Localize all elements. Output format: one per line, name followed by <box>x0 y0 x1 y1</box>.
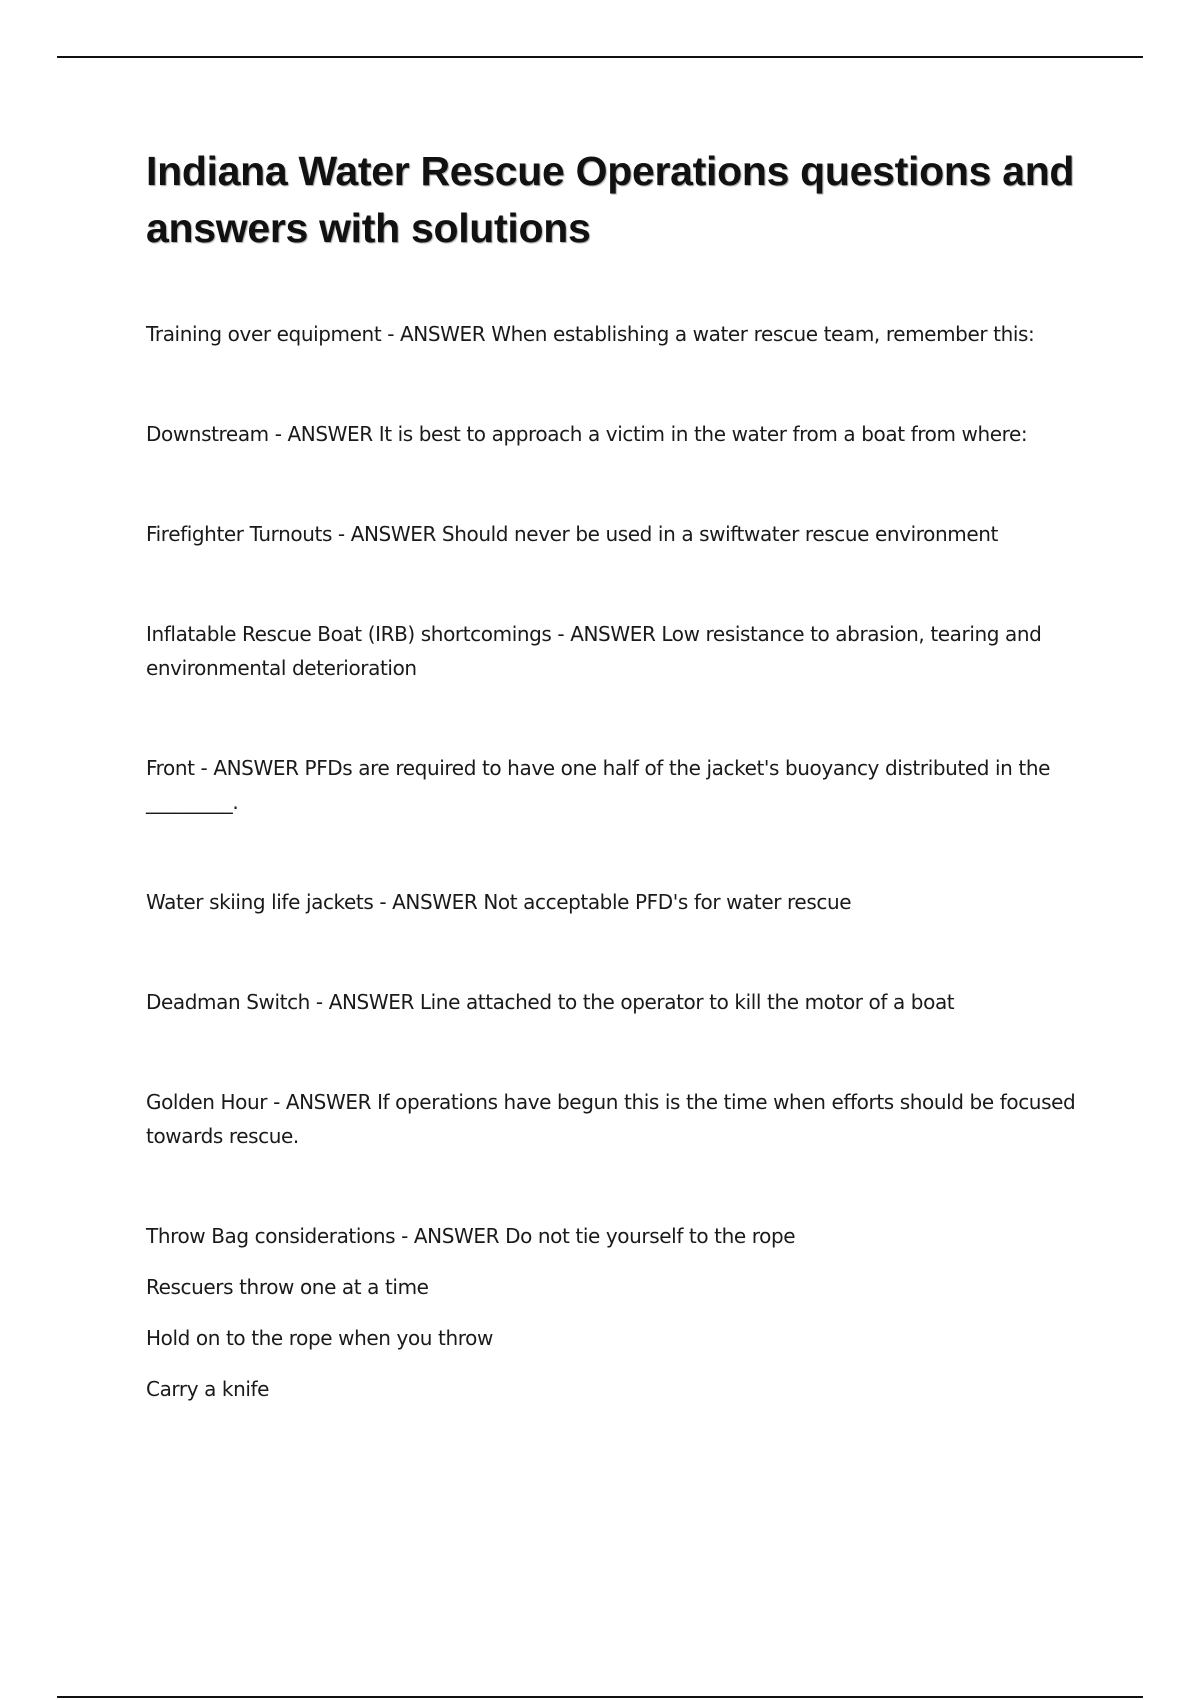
qa-definition: Line attached to the operator to kill the motor of a boat <box>419 990 955 1014</box>
qa-extra-line: Carry a knife <box>146 1377 270 1401</box>
answer-marker: ANSWER <box>287 422 373 446</box>
answer-marker: ANSWER <box>570 622 656 646</box>
qa-extra-line: Rescuers throw one at a time <box>146 1275 429 1299</box>
qa-term: Inflatable Rescue Boat (IRB) shortcomings <box>146 622 552 646</box>
qa-term: Water skiing life jackets <box>146 890 374 914</box>
bottom-rule <box>57 1696 1143 1698</box>
answer-marker: ANSWER <box>213 756 299 780</box>
qa-item: Inflatable Rescue Boat (IRB) shortcomings - ANSWER Low resistance to abrasion, tearing and environmental deterioration <box>146 622 1042 680</box>
qa-term: Deadman Switch <box>146 990 310 1014</box>
qa-item: Golden Hour - ANSWER If operations have begun this is the time when efforts should be focused towards rescue. <box>146 1090 1076 1148</box>
document-title: Indiana Water Rescue Operations questions and answers with solutions <box>146 148 1075 251</box>
qa-term: Firefighter Turnouts <box>146 522 332 546</box>
qa-term: Golden Hour <box>146 1090 268 1114</box>
answer-marker: ANSWER <box>285 1090 372 1114</box>
qa-term: Training over equipment <box>146 322 382 346</box>
qa-definition: Should never be used in a swiftwater rescue environment <box>441 522 998 546</box>
answer-marker: ANSWER <box>392 890 478 914</box>
qa-item: Firefighter Turnouts - ANSWER Should never be used in a swiftwater rescue environment <box>146 522 998 546</box>
document-body <box>146 143 1086 1472</box>
answer-marker: ANSWER <box>350 522 436 546</box>
qa-term: Throw Bag considerations <box>146 1224 396 1248</box>
qa-item: Front - ANSWER PFDs are required to have one half of the jacket's buoyancy distributed in the _________. <box>146 756 1051 814</box>
qa-definition: PFDs are required to have one half of the jacket's buoyancy distributed in the _________. <box>146 756 1051 814</box>
answer-marker: ANSWER <box>328 990 414 1014</box>
qa-term: Downstream <box>146 422 269 446</box>
qa-item: Water skiing life jackets - ANSWER Not acceptable PFD's for water rescue <box>146 890 852 914</box>
qa-item: Training over equipment - ANSWER When establishing a water rescue team, remember this: <box>146 322 1035 346</box>
qa-term: Front <box>146 756 195 780</box>
qa-definition: Not acceptable PFD's for water rescue <box>483 890 852 914</box>
qa-item: Throw Bag considerations - ANSWER Do not tie yourself to the rope Rescuers throw one at a time Hold on to the rope when you throw Carry a knife <box>146 1219 1086 1406</box>
qa-definition: When establishing a water rescue team, remember this: <box>491 322 1035 346</box>
qa-definition: It is best to approach a victim in the water from a boat from where: <box>378 422 1028 446</box>
qa-item: Downstream - ANSWER It is best to approach a victim in the water from a boat from where: <box>146 422 1028 446</box>
qa-item: Deadman Switch - ANSWER Line attached to the operator to kill the motor of a boat <box>146 990 955 1014</box>
qa-definition: Low resistance to abrasion, tearing and environmental deterioration <box>146 622 1042 680</box>
qa-extra-line: Hold on to the rope when you throw <box>146 1326 493 1350</box>
top-rule <box>57 56 1143 58</box>
qa-definition: If operations have begun this is the time when efforts should be focused towards rescue. <box>146 1090 1076 1148</box>
qa-definition: Do not tie yourself to the rope <box>505 1224 796 1248</box>
answer-marker: ANSWER <box>413 1224 500 1248</box>
answer-marker: ANSWER <box>400 322 486 346</box>
